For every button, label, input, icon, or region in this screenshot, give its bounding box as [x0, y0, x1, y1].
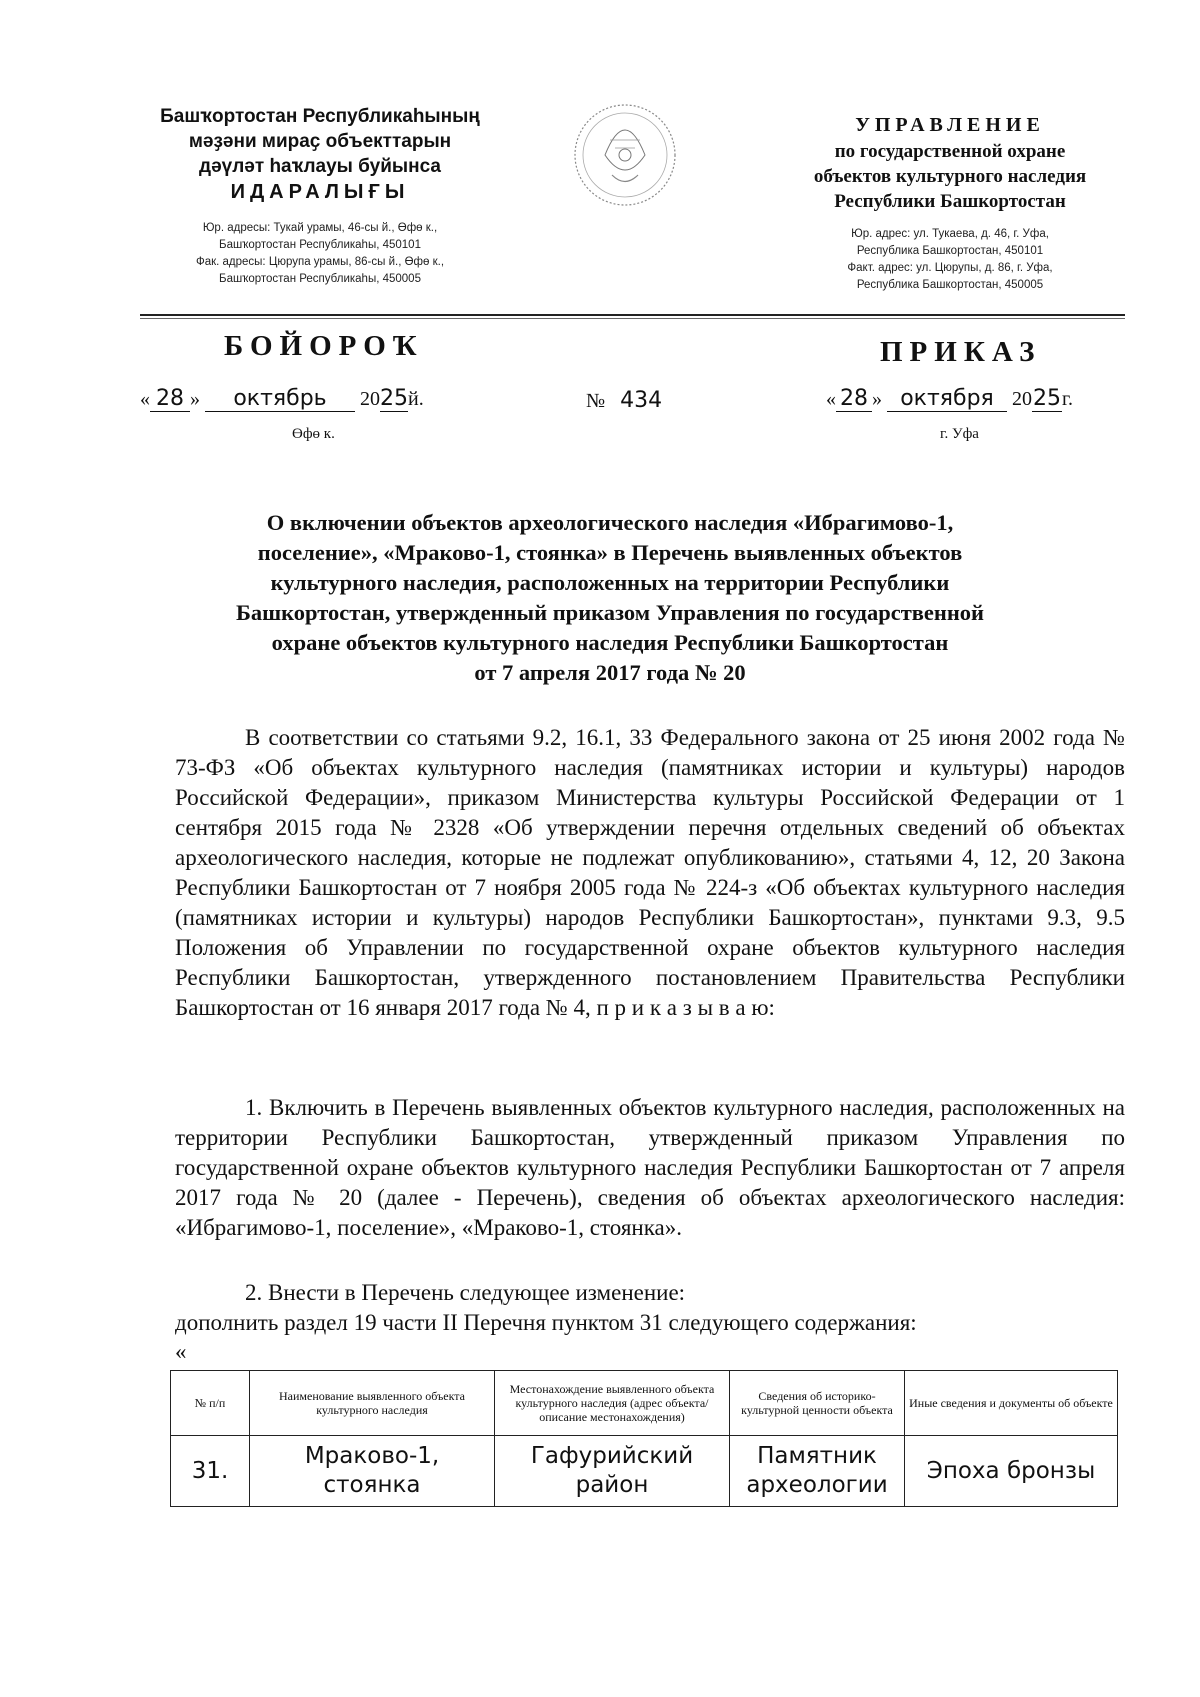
title-line: культурного наследия, расположенных на территории Республики — [270, 570, 950, 595]
header-left — [140, 104, 500, 288]
org-name-word: ИДАРАЛЫҒЫ — [230, 181, 410, 203]
address-line: Факт. адрес: ул. Цюрупы, д. 86, г. Уфа, — [847, 262, 1053, 274]
header-divider — [140, 318, 1125, 319]
table-header-cell: Сведения об историко-культурной ценности объекта — [730, 1371, 905, 1436]
order-number — [586, 388, 662, 413]
title-line: О включении объектов археологического наследия «Ибрагимово-1, — [266, 510, 954, 535]
table-header-cell: № п/п — [171, 1371, 250, 1436]
quote: » — [190, 388, 200, 410]
table-cell: Гафурийский район — [495, 1436, 730, 1507]
table-cell: 31. — [171, 1436, 250, 1507]
date-day: 28 — [836, 386, 872, 412]
date-month: октябрь — [205, 386, 355, 412]
table-cell: Мраково-1, стоянка — [250, 1436, 495, 1507]
paragraph-item-1: 1. Включить в Перечень выявленных объектов культурного наследия, расположенных на территории Республики Башкортостан, утвержденный приказом Управления по государственной охране объектов культурного наследия Республики Башкортостан от 7 апреля 2017 года № 20 (далее - Перечень), сведения об объектах археологического наследия: «Ибрагимово-1, поселение», «Мраково-1, стоянка». — [175, 1095, 1125, 1240]
year-suffix: г. — [1062, 388, 1073, 410]
date-day: 28 — [150, 386, 190, 412]
table-header-cell: Наименование выявленного объекта культурного наследия — [250, 1371, 495, 1436]
address-line: Юр. адрес: ул. Тукаева, д. 46, г. Уфа, — [851, 228, 1049, 240]
org-name-word: УПРАВЛЕНИЕ — [855, 114, 1045, 136]
table-header-cell: Местонахождение выявленного объекта культурного наследия (адрес объекта/описание местонахождения) — [495, 1371, 730, 1436]
quote: « — [140, 388, 150, 410]
title-line: поселение», «Мраково-1, стоянка» в Перечень выявленных объектов — [257, 540, 963, 565]
header-divider — [140, 314, 1125, 316]
number-sign: № — [586, 390, 606, 412]
doc-type-bashkir: БОЙОРОҠ — [224, 330, 424, 362]
title-line: от 7 апреля 2017 года № 20 — [474, 660, 746, 685]
date-month: октября — [887, 386, 1007, 412]
year-prefix: 20 — [360, 388, 380, 410]
quote: » — [872, 388, 882, 410]
table-cell: Эпоха бронзы — [905, 1436, 1118, 1507]
table-row — [171, 1436, 1118, 1507]
address-line: Юр. адресы: Тукай урамы, 46-сы й., Өфө к., — [202, 222, 438, 234]
org-name-line: Башҡортостан Республикаһының — [160, 106, 480, 127]
date-year: 25 — [1033, 386, 1061, 411]
address-line: Фак. адресы: Цюрупа урамы, 86-сы й., Өфө к., — [195, 256, 445, 268]
table-header-row — [171, 1371, 1118, 1436]
address-line: Республика Башкортостан, 450005 — [856, 279, 1044, 291]
address-line: Башҡортостан Республикаһы, 450005 — [219, 273, 421, 285]
number-value: 434 — [620, 388, 663, 413]
list-table — [170, 1370, 1118, 1507]
year-suffix: й. — [408, 388, 424, 410]
org-name-line: дәүләт һаҡлауы буйынса — [199, 156, 441, 177]
date-year: 25 — [380, 386, 408, 411]
paragraph-item-2: 2. Внести в Перечень следующее изменение: — [245, 1280, 686, 1305]
date-right — [826, 386, 1073, 412]
org-name-line: Республики Башкортостан — [834, 191, 1066, 212]
paragraph-addition: дополнить раздел 19 части II Перечня пунктом 31 следующего содержания: — [175, 1310, 917, 1335]
city-left: Өфө к. — [292, 426, 335, 442]
quote: « — [826, 388, 836, 410]
table-header-cell: Иные сведения и документы об объекте — [905, 1371, 1118, 1436]
paragraph-preamble: В соответствии со статьями 9.2, 16.1, 33 Федерального закона от 25 июня 2002 года № 73-ФЗ «Об объектах культурного наследия (памятниках истории и культуры) народов Российской Федерации», приказом Министерства культуры Российской Федерации от 1 сентября 2015 года № 2328 «Об утверждении перечня отдельных сведений об объектах археологического наследия, которые не подлежат опубликованию», статьями 4, 12, 20 Закона Республики Башкортостан от 7 ноября 2005 года № 224-з «Об объектах культурного наследия (памятниках истории и культуры) народов Республики Башкортостан», пунктами 9.3, 9.5 Положения об Управлении по государственной охране объектов культурного наследия Республики Башкортостан, утвержденного постановлением Правительства Республики Башкортостан от 16 января 2017 года № 4, п р и к а з ы в а ю: — [175, 725, 1125, 1020]
quote-open: « — [175, 1339, 187, 1364]
address-line: Башҡортостан Республикаһы, 450101 — [219, 239, 421, 251]
document-title — [150, 508, 1070, 688]
table-cell: Памятник археологии — [730, 1436, 905, 1507]
title-line: охране объектов культурного наследия Республики Башкортостан — [271, 630, 949, 655]
header-right — [770, 112, 1130, 294]
address-line: Республика Башкортостан, 450101 — [856, 245, 1044, 257]
city-right: г. Уфа — [940, 426, 979, 442]
org-name-line: мәҙәни мираҫ объекттарын — [188, 131, 452, 152]
date-left — [140, 386, 424, 412]
org-name-line: объектов культурного наследия — [813, 166, 1087, 187]
org-name-line: по государственной охране — [834, 141, 1066, 162]
coat-of-arms-emblem — [570, 100, 680, 210]
doc-type-russian: ПРИКАЗ — [880, 336, 1042, 368]
title-line: Башкортостан, утвержденный приказом Управления по государственной — [235, 600, 985, 625]
year-prefix: 20 — [1012, 388, 1032, 410]
